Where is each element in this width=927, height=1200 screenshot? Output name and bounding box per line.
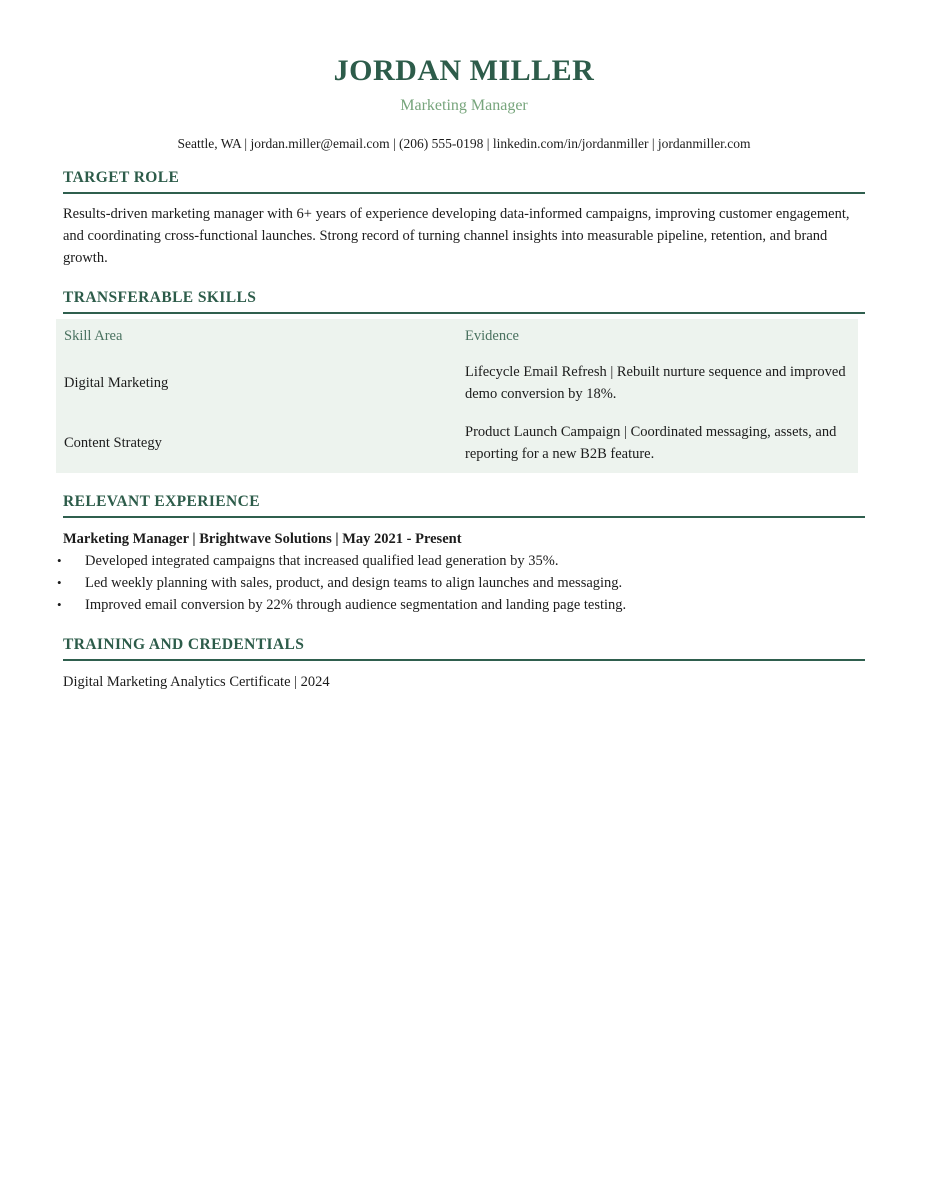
section-heading-training-credentials: TRAINING AND CREDENTIALS	[63, 636, 865, 661]
section-relevant-experience	[63, 493, 865, 616]
table-row	[56, 413, 858, 473]
contact-line: Seattle, WA | jordan.miller@email.com | (206) 555-0198 | linkedin.com/in/jordanmiller | jordanmiller.com	[177, 136, 751, 151]
section-training-credentials	[63, 636, 865, 693]
bullet-item: • Led weekly planning with sales, product, and design teams to align launches and messaging.	[63, 572, 865, 594]
skill-cell: Digital Marketing	[64, 375, 169, 391]
candidate-title: Marketing Manager	[400, 97, 528, 114]
evidence-cell: Lifecycle Email Refresh | Rebuilt nurture sequence and improved demo conversion by 18%.	[465, 364, 846, 402]
job-title-line: Marketing Manager | Brightwave Solutions | May 2021 - Present	[63, 531, 462, 547]
table-row	[56, 353, 858, 413]
evidence-cell: Product Launch Campaign | Coordinated messaging, assets, and reporting for a new B2B feature.	[465, 424, 837, 462]
section-heading-transferable-skills: TRANSFERABLE SKILLS	[63, 289, 865, 314]
skills-table-header-row	[56, 319, 858, 353]
skill-cell: Content Strategy	[64, 435, 162, 451]
section-target-role	[63, 169, 865, 269]
summary-paragraph: Results-driven marketing manager with 6+ years of experience developing data-informed campaigns, improving customer engagement, and coordinating cross-functional launches. Strong record of turning channel insights into measurable pipeline, retention, and brand growth.	[63, 206, 850, 266]
candidate-name: JORDAN MILLER	[333, 54, 595, 87]
column-header-evidence: Evidence	[465, 328, 519, 344]
bullet-item: • Improved email conversion by 22% through audience segmentation and landing page testing.	[63, 594, 865, 616]
bullet-item: • Developed integrated campaigns that increased qualified lead generation by 35%.	[63, 550, 865, 572]
resume-header	[63, 56, 865, 152]
column-header-skill-area: Skill Area	[64, 328, 123, 344]
section-transferable-skills	[63, 289, 865, 473]
section-heading-target-role: TARGET ROLE	[63, 169, 865, 194]
credential-line: Digital Marketing Analytics Certificate | 2024	[63, 674, 330, 690]
skills-table	[56, 319, 858, 473]
experience-bullet-list	[63, 550, 865, 616]
section-heading-relevant-experience: RELEVANT EXPERIENCE	[63, 493, 865, 518]
